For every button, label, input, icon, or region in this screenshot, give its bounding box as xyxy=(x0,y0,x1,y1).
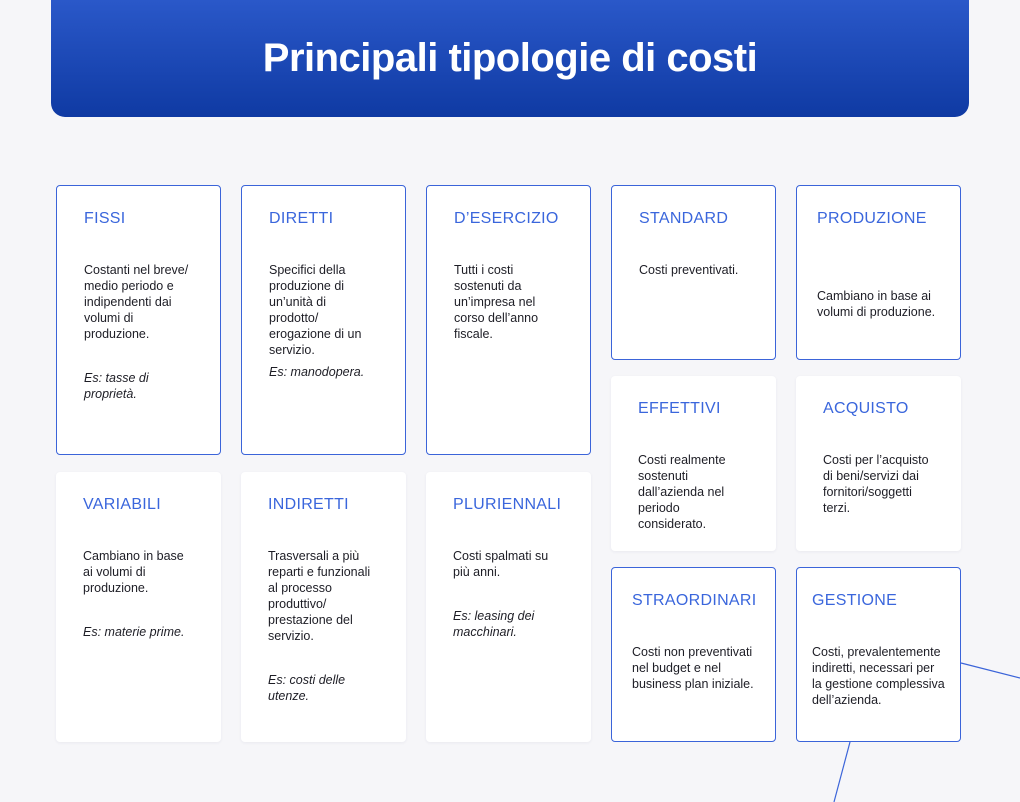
card-indiretti xyxy=(241,472,406,742)
card-title: STANDARD xyxy=(639,210,729,227)
card-title: FISSI xyxy=(84,210,126,227)
card-example: Es: tasse di proprietà. xyxy=(84,371,149,401)
card-fissi xyxy=(56,185,221,455)
card-acquisto xyxy=(796,376,961,551)
card-effettivi xyxy=(611,376,776,551)
header-banner xyxy=(51,0,969,117)
connector-line-bottom xyxy=(834,742,850,802)
card-straordinari xyxy=(611,567,776,742)
card-title: GESTIONE xyxy=(812,592,898,609)
card-gestione xyxy=(796,567,961,742)
card-description: Specifici della produzione di un’unità di prodotto/ erogazione di un servizio. xyxy=(269,263,362,357)
card-title: DIRETTI xyxy=(269,210,334,227)
card-title: PRODUZIONE xyxy=(817,210,927,227)
card-title: VARIABILI xyxy=(83,496,161,513)
page-title: Principali tipologie di costi xyxy=(262,36,758,80)
card-title: EFFETTIVI xyxy=(638,400,721,417)
card-description: Cambiano in base ai volumi di produzione. xyxy=(83,549,184,595)
card-description: Tutti i costi sostenuti da un’impresa nel corso dell’anno fiscale. xyxy=(454,263,539,341)
card-title: ACQUISTO xyxy=(823,400,909,417)
card-example: Es: leasing dei macchinari. xyxy=(453,609,535,639)
card-example: Es: manodopera. xyxy=(269,365,365,379)
card-description: Costi spalmati su più anni. xyxy=(453,549,549,579)
card-title: STRAORDINARI xyxy=(632,592,757,609)
card-description: Costanti nel breve/ medio periodo e indipendenti dai volumi di produzione. xyxy=(84,263,189,341)
card-example: Es: materie prime. xyxy=(83,625,185,639)
card-example: Es: costi delle utenze. xyxy=(268,673,346,703)
card-description: Costi realmente sostenuti dall’azienda nel periodo considerato. xyxy=(638,453,726,531)
card-description: Costi preventivati. xyxy=(639,263,739,277)
card-title: D’ESERCIZIO xyxy=(454,210,559,227)
card-diretti xyxy=(241,185,406,455)
card-variabili xyxy=(56,472,221,742)
card-produzione xyxy=(796,185,961,360)
card-description: Trasversali a più reparti e funzionali al processo produttivo/ prestazione del servizio. xyxy=(268,549,371,643)
connector-line-right xyxy=(961,663,1020,678)
card-standard xyxy=(611,185,776,360)
card-description: Costi non preventivati nel budget e nel business plan iniziale. xyxy=(632,645,754,691)
card-esercizio xyxy=(426,185,591,455)
card-title: INDIRETTI xyxy=(268,496,349,513)
card-description: Costi per l’acquisto di beni/servizi dai fornitori/soggetti terzi. xyxy=(823,453,929,515)
card-title: PLURIENNALI xyxy=(453,496,562,513)
card-description: Cambiano in base ai volumi di produzione. xyxy=(817,289,936,319)
card-description: Costi, prevalentemente indiretti, necessari per la gestione complessiva dell’azienda. xyxy=(812,645,945,707)
card-pluriennali xyxy=(426,472,591,742)
